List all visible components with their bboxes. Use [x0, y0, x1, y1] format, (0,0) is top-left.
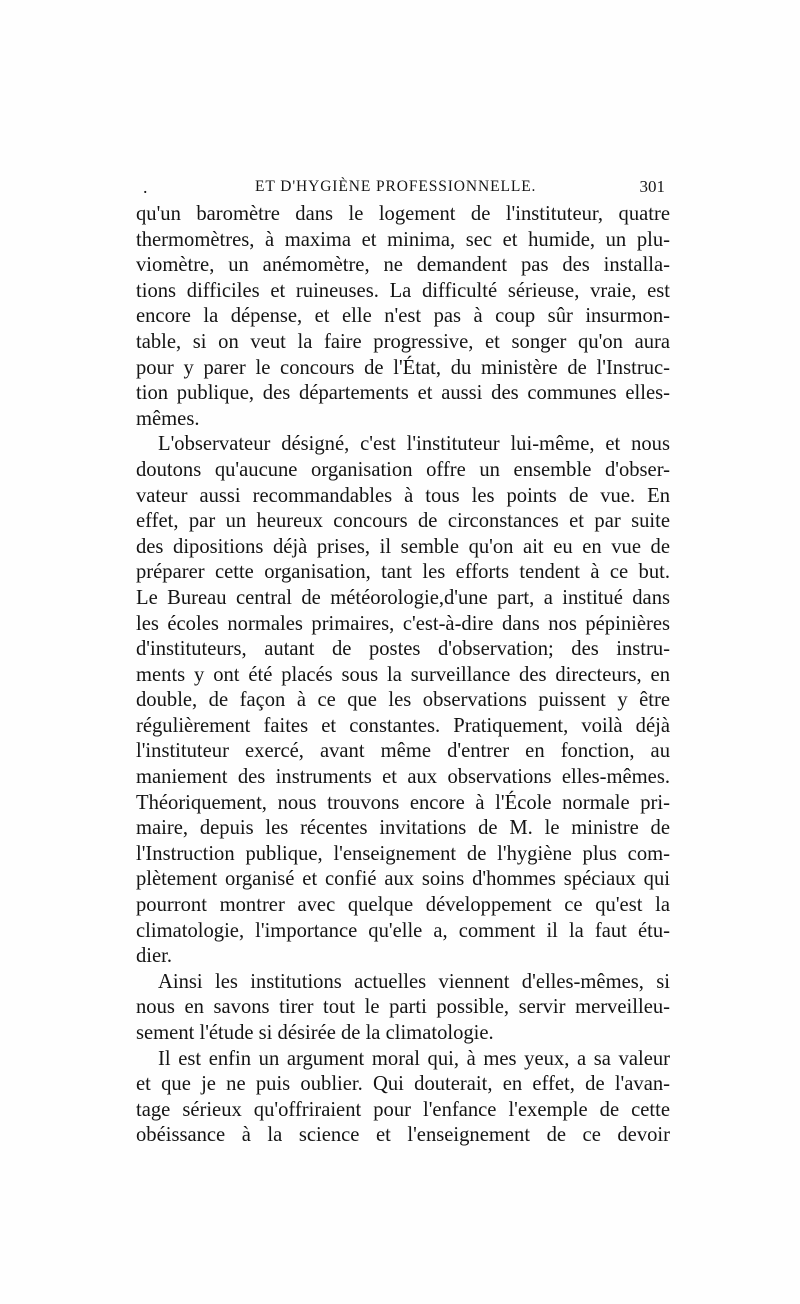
text-line: encore la dépense, et elle n'est pas à coup sûr insurmon-: [136, 305, 670, 328]
text-line: doutons qu'aucune organisation offre un ensemble d'obser-: [136, 458, 670, 481]
text-line: viomètre, un anémomètre, ne demandent pas des installa-: [136, 254, 670, 277]
text-line: dier.: [136, 945, 173, 968]
text-line: ments y ont été placés sous la surveillance des directeurs, en: [136, 663, 670, 686]
text-line: sement l'étude si désirée de la climatologie.: [136, 1022, 494, 1044]
text-line: qu'un baromètre dans le logement de l'instituteur, quatre: [136, 203, 670, 225]
text-line: Théoriquement, nous trouvons encore à l'École normale pri-: [136, 791, 670, 814]
text-line: les écoles normales primaires, c'est-à-dire dans nos pépinières: [136, 612, 670, 635]
body-text: [136, 202, 670, 1149]
text-line: préparer cette organisation, tant les efforts tendent à ce but.: [136, 561, 670, 584]
text-line: mêmes.: [136, 407, 200, 430]
text-line: tions difficiles et ruineuses. La difficulté sérieuse, vraie, est: [136, 279, 670, 302]
paragraph: [136, 432, 670, 969]
text-line: thermomètres, à maxima et minima, sec et humide, un plu-: [136, 228, 670, 251]
text-line: effet, par un heureux concours de circonstances et par suite: [136, 510, 670, 533]
text-line: vateur aussi recommandables à tous les points de vue. En: [136, 484, 670, 507]
text-line: Le Bureau central de météorologie,d'une part, a institué dans: [136, 586, 670, 609]
text-line: pour y parer le concours de l'État, du ministère de l'Instruc-: [136, 356, 670, 379]
text-line: obéissance à la science et l'enseignement de ce devoir: [136, 1124, 670, 1147]
text-line: régulièrement faites et constantes. Pratiquement, voilà déjà: [136, 714, 670, 737]
text-line: l'Instruction publique, l'enseignement de l'hygiène plus com-: [136, 842, 670, 865]
paragraph: [136, 970, 670, 1047]
running-head-dot: .: [143, 177, 148, 197]
text-line: tage sérieux qu'offriraient pour l'enfance l'exemple de cette: [136, 1098, 670, 1121]
text-line: l'instituteur exercé, avant même d'entrer en fonction, au: [136, 740, 670, 763]
text-line: table, si on veut la faire progressive, et songer qu'on aura: [136, 330, 670, 353]
text-line: nous en savons tirer tout le parti possible, servir merveilleu-: [136, 996, 670, 1019]
page-number: 301: [639, 177, 665, 196]
text-line: et que je ne puis oublier. Qui douterait, en effet, de l'avan-: [136, 1073, 670, 1096]
text-line: pourront montrer avec quelque développement ce qu'est la: [136, 894, 670, 917]
text-line: Ainsi les institutions actuelles viennent d'elles-mêmes, si: [158, 970, 670, 993]
text-line: maire, depuis les récentes invitations de M. le ministre de: [136, 817, 670, 840]
text-line: double, de façon à ce que les observations puissent y être: [136, 689, 670, 712]
text-line: des dipositions déjà prises, il semble qu'on ait eu en vue de: [136, 535, 670, 558]
running-head: [137, 176, 671, 198]
text-line: L'observateur désigné, c'est l'instituteur lui-même, et nous: [158, 433, 670, 456]
paragraph: [136, 202, 670, 432]
running-head-title: ET D'HYGIÈNE PROFESSIONNELLE.: [255, 178, 537, 195]
text-line: plètement organisé et confié aux soins d'hommes spéciaux qui: [136, 868, 670, 891]
text-line: Il est enfin un argument moral qui, à mes yeux, a sa valeur: [158, 1047, 670, 1070]
text-line: d'instituteurs, autant de postes d'observation; des instru-: [136, 638, 670, 661]
text-line: maniement des instruments et aux observations elles-mêmes.: [136, 766, 670, 789]
paragraph: [136, 1047, 670, 1149]
text-line: climatologie, l'importance qu'elle a, comment il la faut étu-: [136, 919, 670, 942]
text-line: tion publique, des départements et aussi des communes elles-: [136, 382, 670, 405]
